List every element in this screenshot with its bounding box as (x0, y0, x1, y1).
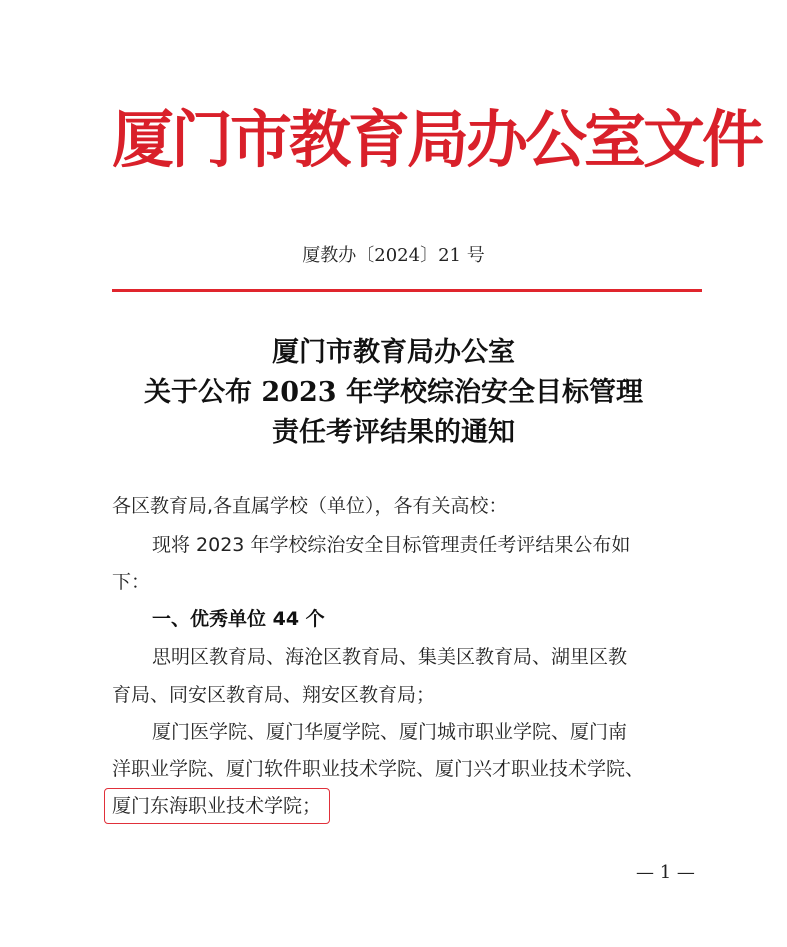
paragraph-1-line-2: 育局、同安区教育局、翔安区教育局； (112, 684, 436, 706)
paragraph-2-line-2: 洋职业学院、厦门软件职业技术学院、厦门兴才职业技术学院、 (112, 758, 645, 780)
intro-line-1: 现将 2023 年学校综治安全目标管理责任考评结果公布如 (152, 534, 631, 556)
intro-line-2: 下： (112, 571, 151, 593)
paragraph-1-line-1: 思明区教育局、海沧区教育局、集美区教育局、湖里区教 (152, 646, 628, 668)
section-heading-excellent: 一、优秀单位 44 个 (152, 608, 325, 630)
paragraph-2-line-1: 厦门医学院、厦门华厦学院、厦门城市职业学院、厦门南 (152, 721, 628, 743)
title-line-1: 厦门市教育局办公室 (272, 337, 515, 368)
highlight-annotation-box (104, 788, 330, 824)
masthead-title: 厦门市教育局办公室文件 (112, 103, 762, 176)
title-line-3: 责任考评结果的通知 (272, 417, 515, 448)
title-line-2: 关于公布 2023 年学校综治安全目标管理 (144, 377, 643, 408)
page-number: — 1 — (636, 862, 695, 883)
paragraph-2-line-3: 厦门东海职业技术学院； (112, 795, 322, 817)
document-number: 厦教办〔2024〕21 号 (302, 245, 485, 266)
salutation: 各区教育局,各直属学校（单位），各有关高校： (112, 495, 508, 517)
